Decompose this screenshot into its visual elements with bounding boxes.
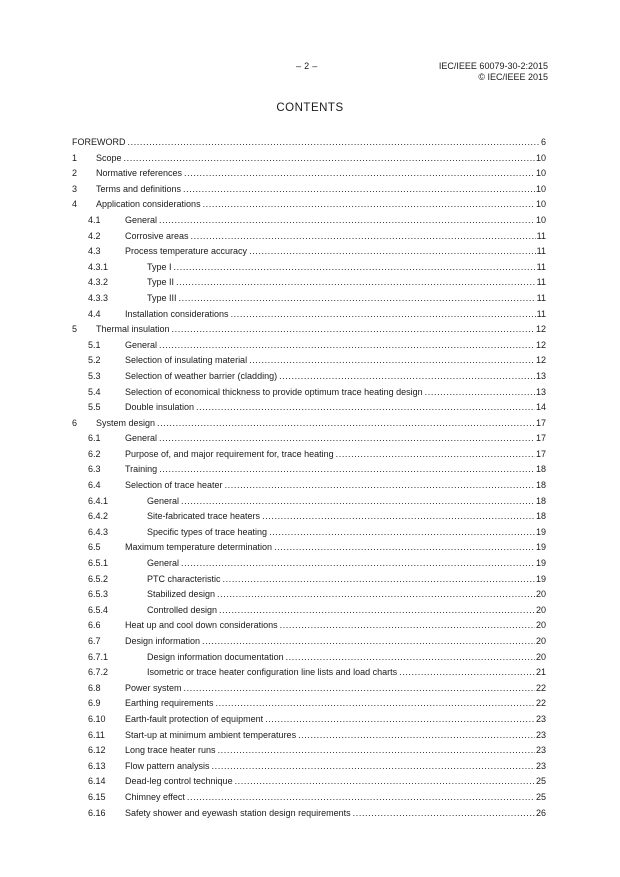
toc-entry-line [125,478,546,494]
toc-entry[interactable] [72,790,546,806]
toc-entry-title: General [125,214,158,225]
toc-entry-title: System design [96,417,156,428]
toc-entry[interactable] [72,369,546,385]
toc-entry-title: Training [125,464,158,475]
toc-entry-title: Normative references [96,168,183,179]
toc-entry-page: 18 [535,511,546,522]
toc-entry-title: General [125,339,158,350]
dot-leader [353,806,535,822]
dot-leader [172,322,535,338]
dot-leader [128,135,540,151]
toc-entry-page: 10 [535,214,546,225]
toc-entry-title: Type III [147,292,177,303]
toc-entry-title: Corrosive areas [125,230,189,241]
toc-entry-page: 11 [536,230,546,241]
toc-entry-line [125,774,546,790]
toc-entry-number: 4.3.3 [88,292,109,303]
toc-entry[interactable] [72,166,546,182]
toc-entry-page: 22 [535,698,546,709]
toc-entry[interactable] [72,400,546,416]
toc-entry-line [96,322,546,338]
toc-entry-number: 6.9 [88,698,101,709]
toc-entry-title: Terms and definitions [96,183,182,194]
dot-leader [183,182,535,198]
dot-leader [184,681,535,697]
toc-entry-number: 6.4.1 [88,495,109,506]
toc-entry-title: Type II [147,277,175,288]
toc-entry-title: Specific types of trace heating [147,526,268,537]
toc-entry-page: 19 [535,542,546,553]
toc-entry-line [96,166,546,182]
toc-entry-page: 17 [535,417,546,428]
toc-entry[interactable] [72,478,546,494]
dot-leader [249,353,535,369]
toc-entry-number: 4.3 [88,246,101,257]
toc-entry-number: 6.4.3 [88,526,109,537]
toc-entry[interactable] [72,696,546,712]
toc-entry-page: 18 [535,464,546,475]
toc-entry-title: Site-fabricated trace heaters [147,511,261,522]
toc-entry-page: 23 [535,745,546,756]
toc-entry-page: 20 [535,620,546,631]
toc-entry[interactable] [72,244,546,260]
toc-entry-page: 13 [535,370,546,381]
toc-entry-line [147,509,546,525]
toc-entry[interactable] [72,774,546,790]
dot-leader [218,743,535,759]
toc-entry-line [147,260,546,276]
dot-leader [269,525,535,541]
toc-entry[interactable] [72,494,546,510]
toc-entry[interactable] [72,603,546,619]
toc-entry-line [125,400,546,416]
toc-entry-line [96,197,546,213]
toc-entry-title: Long trace heater runs [125,745,216,756]
toc-entry-number: 6.5.3 [88,589,109,600]
toc-entry-number: 6.5 [88,542,101,553]
toc-entry-title: Start-up at minimum ambient temperatures [125,729,297,740]
toc-entry[interactable] [72,135,546,151]
toc-entry-title: Design information documentation [147,651,284,662]
dot-leader [181,556,535,572]
toc-entry-page: 11 [536,246,546,257]
toc-entry-line [125,447,546,463]
toc-entry-number: 6.5.2 [88,573,109,584]
toc-entry-number: 4.3.1 [88,261,109,272]
toc-entry[interactable] [72,307,546,323]
toc-entry-page: 25 [535,776,546,787]
toc-entry-title: Dead-leg control technique [125,776,233,787]
toc-entry-number: 6.13 [88,760,106,771]
dot-leader [231,307,536,323]
toc-entry[interactable] [72,509,546,525]
toc-entry-page: 26 [535,807,546,818]
toc-entry-line [125,353,546,369]
toc-entry[interactable] [72,650,546,666]
toc-entry-number: 6.7.2 [88,667,109,678]
toc-entry-page: 21 [535,667,546,678]
toc-entry-page: 17 [535,448,546,459]
toc-entry-line [147,650,546,666]
toc-entry[interactable] [72,447,546,463]
toc-entry-number: 6.14 [88,776,106,787]
toc-entry-line [125,431,546,447]
toc-entry-line [125,696,546,712]
dot-leader [159,462,535,478]
toc-entry-line [125,369,546,385]
toc-entry[interactable] [72,291,546,307]
toc-entry-number: 6.16 [88,807,106,818]
toc-entry[interactable] [72,385,546,401]
toc-entry-title: Selection of economical thickness to provide optimum trace heating design [125,386,423,397]
toc-entry-title: Maximum temperature determination [125,542,273,553]
toc-entry-page: 20 [535,589,546,600]
toc-entry-number: 2 [72,168,78,179]
toc-entry[interactable] [72,681,546,697]
toc-entry-title: Stabilized design [147,589,216,600]
toc-entry-number: 5.1 [88,339,101,350]
toc-entry-line [125,790,546,806]
toc-entry-title: Purpose of, and major requirement for, trace heating [125,448,334,459]
toc-entry-line [72,135,546,151]
dot-leader [202,634,535,650]
toc-entry-page: 23 [535,760,546,771]
toc-entry-number: 4.3.2 [88,277,109,288]
dot-leader [176,275,536,291]
toc-entry-title: Thermal insulation [96,324,170,335]
toc-entry-title: General [125,433,158,444]
standard-header [439,61,548,83]
toc-entry-line [125,229,546,245]
dot-leader [425,385,535,401]
toc-entry-number: 6.4 [88,480,101,491]
toc-entry-number: 6.5.4 [88,604,109,615]
toc-entry-number: 3 [72,183,78,194]
toc-entry-page: 25 [535,791,546,802]
toc-entry-line [147,556,546,572]
toc-entry-title: Type I [147,261,172,272]
dot-leader [235,774,535,790]
toc-entry[interactable] [72,556,546,572]
toc-entry-page: 11 [536,277,546,288]
toc-entry-title: Heat up and cool down considerations [125,620,278,631]
toc-entry-line [125,712,546,728]
toc-entry-number: 6.10 [88,713,106,724]
dot-leader [249,244,536,260]
toc-entry-number: 6.8 [88,682,101,693]
toc-entry-line [125,634,546,650]
dot-leader [181,494,535,510]
dot-leader [286,650,535,666]
dot-leader [157,416,535,432]
toc-entry-line [147,275,546,291]
toc-entry-number: 5.3 [88,370,101,381]
toc-entry[interactable] [72,728,546,744]
toc-entry-line [125,806,546,822]
toc-entry-line [125,307,546,323]
dot-leader [217,587,535,603]
toc-entry-line [96,416,546,432]
toc-entry-page: 11 [536,292,546,303]
toc-entry-page: 20 [535,604,546,615]
toc-entry-number: 5.2 [88,355,101,366]
toc-entry-number: 6 [72,417,78,428]
toc-entry[interactable] [72,540,546,556]
toc-entry[interactable] [72,260,546,276]
toc-entry-page: 12 [535,324,546,335]
toc-entry[interactable] [72,197,546,213]
dot-leader [174,260,536,276]
toc-entry-title: Flow pattern analysis [125,760,210,771]
toc-entry-title: FOREWORD [72,137,126,147]
toc-entry-line [125,213,546,229]
toc-entry-number: 6.1 [88,433,101,444]
toc-entry-number: 6.7.1 [88,651,109,662]
toc-entry-number: 4.1 [88,214,101,225]
toc-entry-page: 10 [535,199,546,210]
toc-entry-number: 4 [72,199,78,210]
toc-entry-page: 20 [535,636,546,646]
toc-entry[interactable] [72,712,546,728]
dot-leader [179,291,536,307]
toc-entry-page: 20 [535,651,546,662]
dot-leader [280,618,535,634]
table-of-contents [72,135,546,821]
toc-entry-page: 23 [535,713,546,724]
toc-entry-line [125,385,546,401]
toc-entry-page: 19 [535,558,546,569]
dot-leader [203,197,535,213]
toc-entry-title: Controlled design [147,604,218,615]
copyright-line: © IEC/IEEE 2015 [478,72,548,82]
dot-leader [298,728,535,744]
dot-leader [124,151,535,167]
toc-entry-line [125,338,546,354]
dot-leader [223,572,535,588]
toc-entry-number: 1 [72,152,78,163]
toc-entry-page: 11 [536,261,546,272]
toc-entry-page: 13 [535,386,546,397]
dot-leader [184,166,535,182]
toc-entry-line [96,182,546,198]
toc-entry-line [147,572,546,588]
dot-leader [212,759,535,775]
toc-entry-number: 5.5 [88,402,101,413]
page-title: CONTENTS [276,102,344,114]
toc-entry-title: Earth-fault protection of equipment [125,713,264,724]
toc-entry[interactable] [72,525,546,541]
toc-entry-number: 6.5.1 [88,558,109,569]
toc-entry-number: 6.11 [88,729,105,740]
dot-leader [336,447,535,463]
dot-leader [187,790,535,806]
toc-entry-title: Isometric or trace heater configuration line lists and load charts [147,667,398,678]
dot-leader [262,509,535,525]
dot-leader [159,338,535,354]
dot-leader [159,431,535,447]
dot-leader [399,665,535,681]
page-number: – 2 – [296,61,318,71]
toc-entry[interactable] [72,743,546,759]
toc-entry-number: 6.7 [88,636,101,646]
toc-entry-page: 12 [535,339,546,350]
toc-entry-number: 4.4 [88,308,101,319]
toc-entry[interactable] [72,431,546,447]
toc-entry-number: 5 [72,324,78,335]
toc-entry[interactable] [72,151,546,167]
toc-entry-page: 19 [535,526,546,537]
toc-entry-number: 6.15 [88,791,106,802]
toc-entry-line [147,665,546,681]
toc-entry[interactable] [72,806,546,822]
dot-leader [219,603,535,619]
toc-entry[interactable] [72,322,546,338]
toc-entry-line [125,618,546,634]
toc-entry-title: Safety shower and eyewash station design requirements [125,807,351,818]
toc-entry-number: 6.4.2 [88,511,109,522]
toc-entry-title: Design information [125,636,201,646]
toc-entry-line [125,244,546,260]
dot-leader [279,369,535,385]
toc-entry-line [147,525,546,541]
toc-entry-title: Scope [96,152,122,163]
dot-leader [196,400,535,416]
toc-entry-page: 10 [535,152,546,163]
toc-entry[interactable] [72,462,546,478]
toc-entry-page: 14 [535,402,546,413]
toc-entry-page: 12 [535,355,546,366]
toc-entry-page: 18 [535,480,546,491]
toc-entry-number: 5.4 [88,386,101,397]
toc-entry-line [125,728,546,744]
toc-entry-page: 10 [535,168,546,179]
toc-entry[interactable] [72,338,546,354]
toc-entry-title: Process temperature accuracy [125,246,248,257]
dot-leader [274,540,535,556]
toc-entry-line [96,151,546,167]
toc-entry-page: 10 [535,183,546,194]
toc-entry-page: 11 [536,308,546,319]
standard-id: IEC/IEEE 60079-30-2:2015 [438,61,548,71]
toc-entry[interactable] [72,229,546,245]
toc-entry-page: 6 [540,137,546,147]
toc-entry-title: Power system [125,682,182,693]
toc-entry[interactable] [72,572,546,588]
toc-entry-number: 6.12 [88,745,106,756]
toc-entry[interactable] [72,759,546,775]
toc-entry[interactable] [72,353,546,369]
toc-entry-page: 19 [535,573,546,584]
toc-entry[interactable] [72,182,546,198]
dot-leader [216,696,535,712]
toc-entry-number: 6.3 [88,464,101,475]
toc-entry[interactable] [72,275,546,291]
toc-entry[interactable] [72,213,546,229]
toc-entry-line [125,743,546,759]
toc-entry-line [125,759,546,775]
toc-entry-title: PTC characteristic [147,573,221,584]
toc-entry-title: Earthing requirements [125,698,214,709]
dot-leader [265,712,535,728]
toc-entry[interactable] [72,587,546,603]
dot-leader [159,213,535,229]
toc-entry-number: 6.2 [88,448,101,459]
toc-entry-title: Selection of weather barrier (cladding) [125,370,278,381]
toc-entry-title: Selection of trace heater [125,480,223,491]
toc-entry-line [147,291,546,307]
toc-entry-page: 17 [535,433,546,444]
toc-entry-line [125,540,546,556]
toc-entry-line [147,603,546,619]
toc-entry-page: 23 [535,729,546,740]
toc-entry-title: General [147,558,180,569]
toc-entry[interactable] [72,618,546,634]
toc-entry-number: 4.2 [88,230,101,241]
toc-entry-title: Application considerations [96,199,201,210]
toc-entry-title: Installation considerations [125,308,229,319]
toc-entry-line [147,494,546,510]
toc-entry-number: 6.6 [88,620,101,631]
toc-entry-page: 22 [535,682,546,693]
toc-entry-line [125,681,546,697]
dot-leader [191,229,536,245]
toc-entry-line [125,462,546,478]
toc-entry-page: 18 [535,495,546,506]
toc-entry-title: General [147,495,180,506]
toc-entry-title: Chimney effect [125,791,185,802]
toc-entry[interactable] [72,665,546,681]
toc-entry-title: Double insulation [125,402,195,413]
toc-entry-title: Selection of insulating material [125,355,248,366]
toc-entry[interactable] [72,634,546,650]
toc-entry-line [147,587,546,603]
dot-leader [225,478,535,494]
toc-entry[interactable] [72,416,546,432]
